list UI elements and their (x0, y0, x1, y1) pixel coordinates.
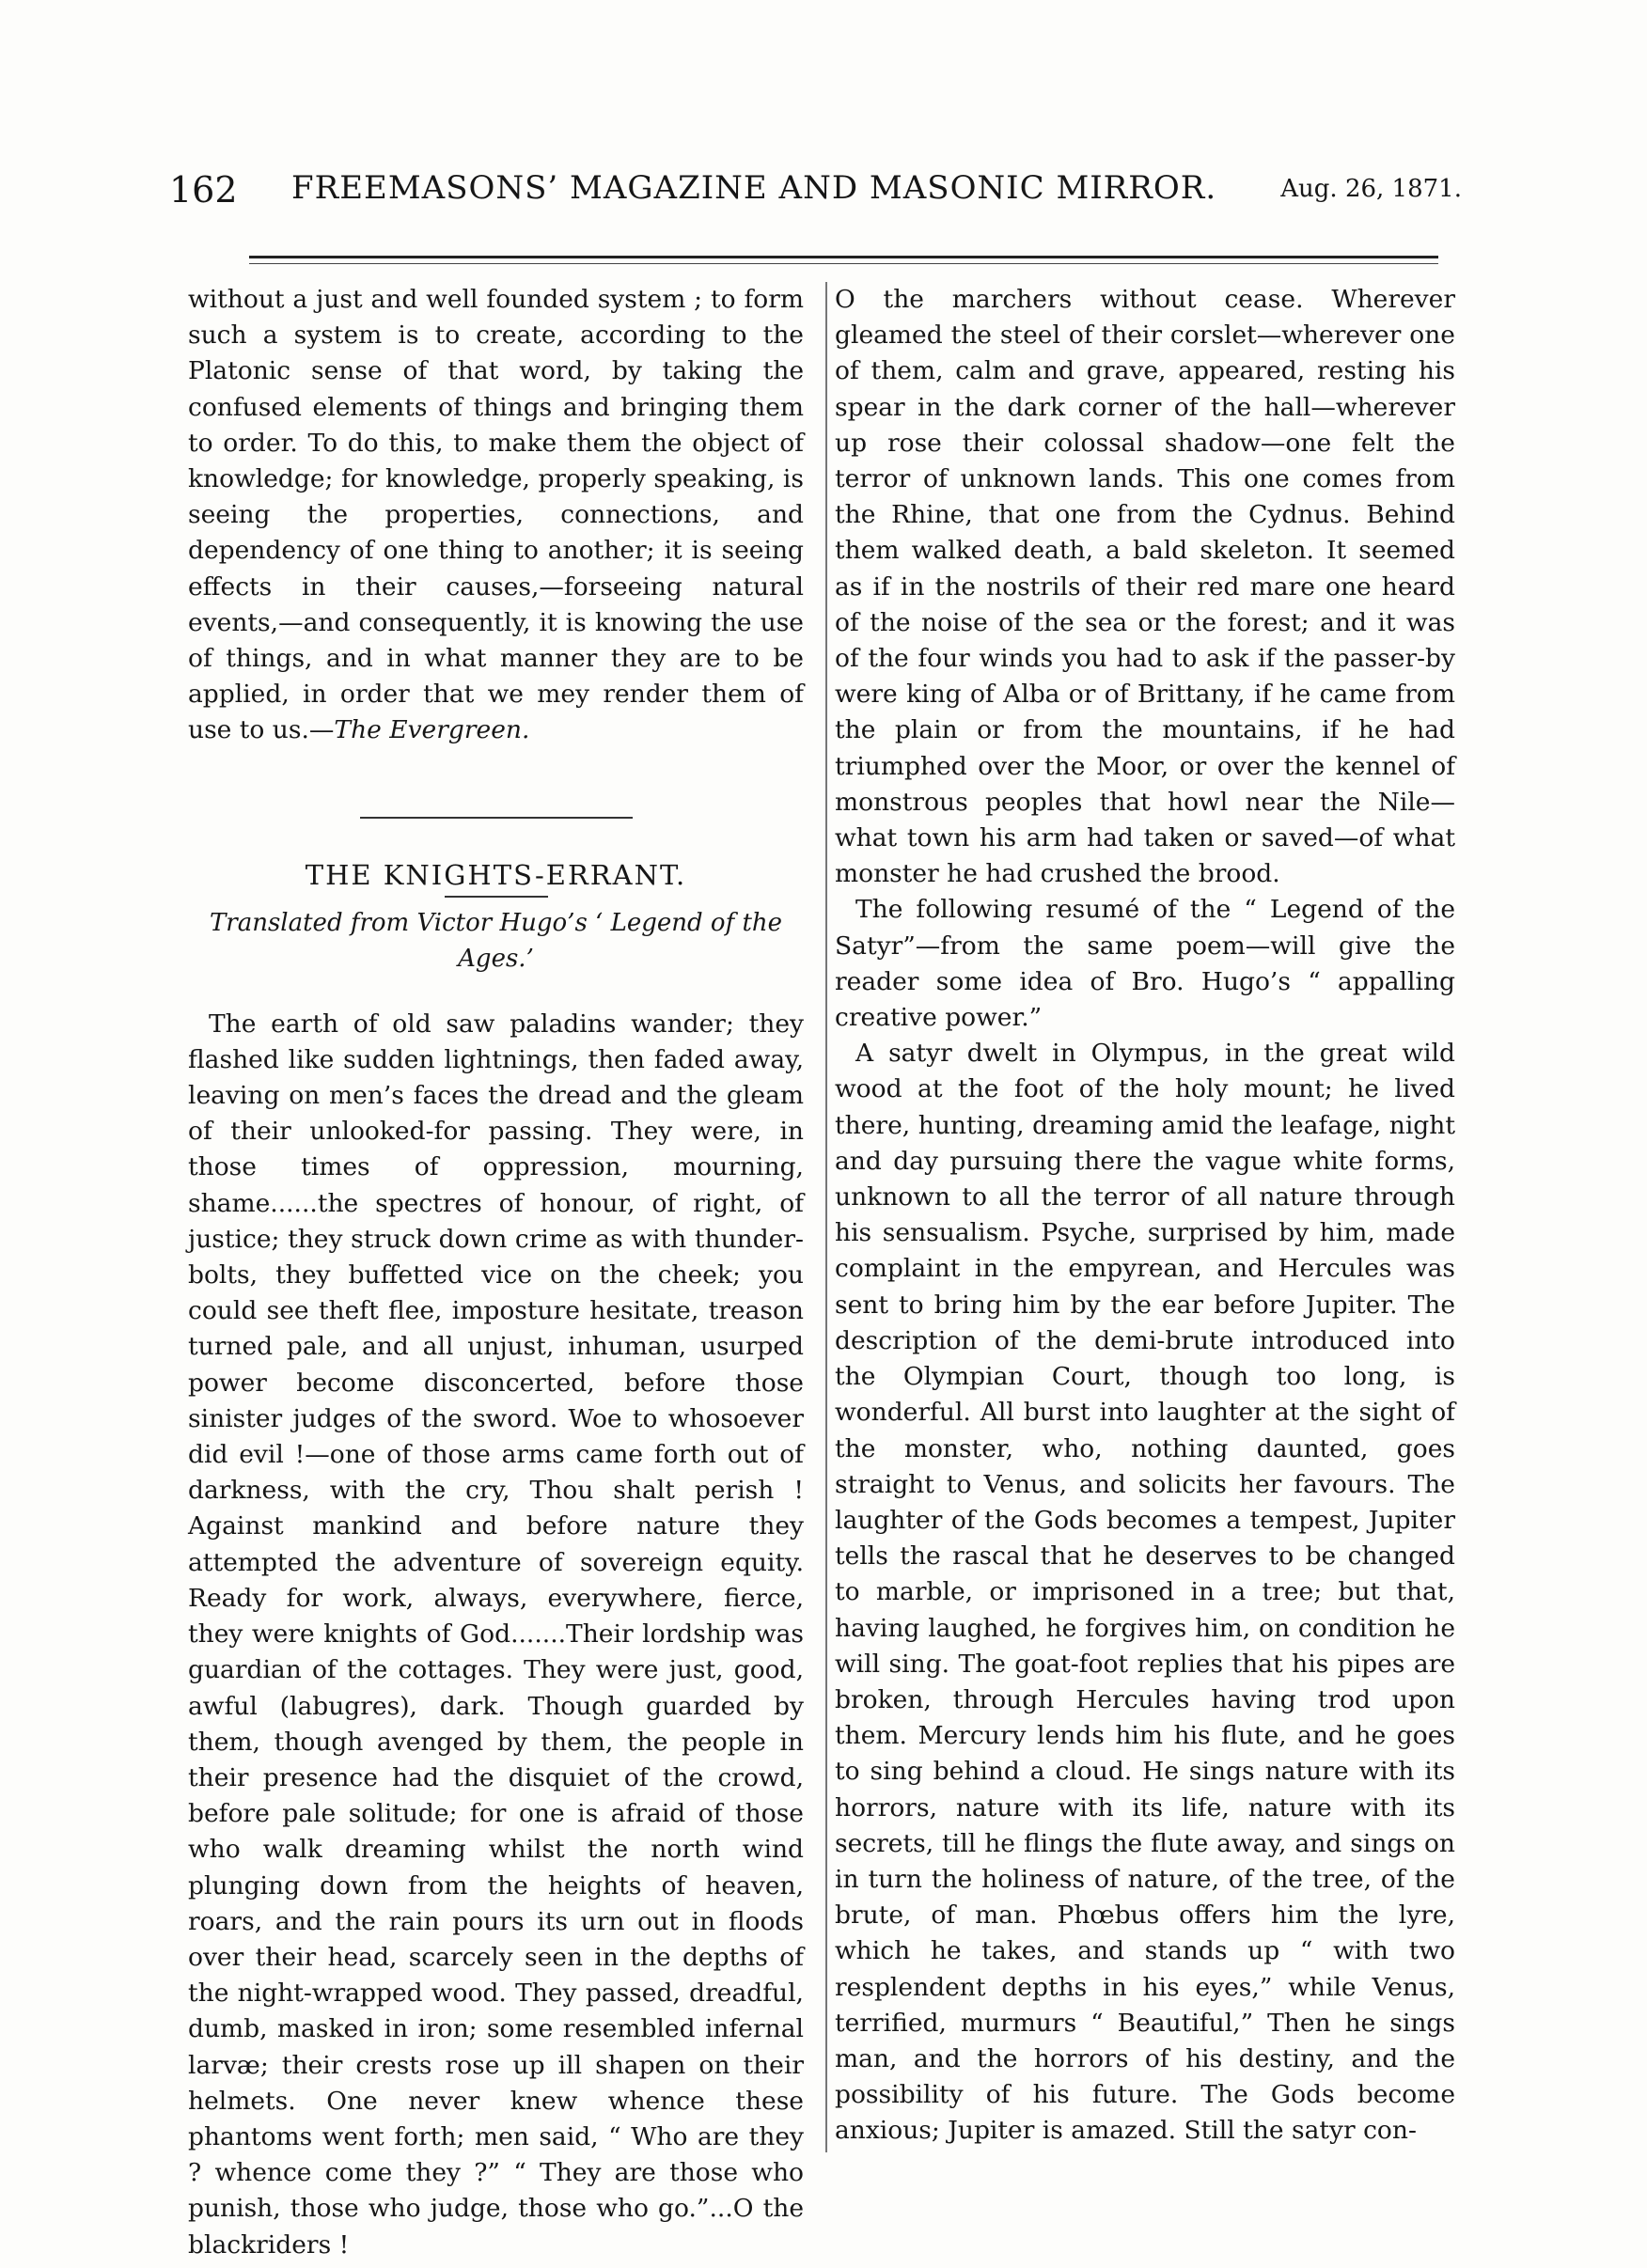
section-divider (360, 817, 633, 819)
continued-paragraph-text: without a just and well founded system ; to form such a system is to create, according to the Platonic sense of that word, by taking the confused elements of things and bringing them to order. To do this, to make them the object of knowledge; for knowledge, properly speaking, is seeing the properties, connections, and dependency of one thing to another; it is seeing effects in their causes,—forseeing natural events,—and consequently, it is knowing the use of things, and in what manner they are to be applied, in order that we mey render them of use to us.— (188, 285, 804, 745)
left-column (188, 282, 804, 2263)
header-rule-thick (249, 256, 1438, 258)
issue-date: Aug. 26, 1871. (1280, 175, 1462, 203)
column-divider (825, 282, 827, 2152)
article-paragraph: The earth of old saw paladins wander; they flashed like sudden lightnings, then faded away, leaving on men’s faces the dread and the gleam of their unlooked-for passing. They were, in those times of oppression, mourning, shame......the spectres of honour, of right, of justice; they struck down crime as with thunder-bolts, they buffetted vice on the cheek; you could see theft flee, imposture hesitate, treason turned pale, and all unjust, inhuman, usurped power become disconcerted, before those sinister judges of the sword. Woe to whosoever did evil !—one of those arms came forth out of darkness, with the cry, Thou shalt perish ! Against mankind and before nature they attempted the adventure of sovereign equity. Ready for work, always, everywhere, fierce, they were knights of God.......Their lordship was guardian of the cottages. They were just, good, awful (labugres), dark. Though guarded by them, though avenged by them, the people in their presence had the disquiet of the crowd, before pale solitude; for one is afraid of those who walk dreaming whilst the north wind plunging down from the heights of heaven, roars, and the rain pours its urn out in floods over their head, scarcely seen in the depths of the night-wrapped wood. They passed, dreadful, dumb, masked in iron; some resembled infernal larvæ; their crests rose up ill shapen on their helmets. One never knew whence these phantoms went forth; men said, “ Who are they ? whence come they ?” “ They are those who punish, those who judge, those who go.”...O the blackriders ! (188, 1009, 804, 2260)
right-paragraph-3: A satyr dwelt in Olympus, in the great wild wood at the foot of the holy mount; he lived there, hunting, dreaming amid the leafage, night and day pursuing there the vague white forms, unknown to all the terror of all nature through his sensualism. Psyche, surprised by him, made complaint in the empyrean, and Hercules was sent to bring him by the ear before Jupiter. The description of the demi-brute introduced into the Olympian Court, though too long, is wonderful. All burst into laughter at the sight of the monster, who, nothing daunted, goes straight to Venus, and solicits her favours. The laughter of the Gods becomes a tempest, Jupiter tells the rascal that he deserves to be changed to marble, or imprisoned in a tree; but that, having laughed, he forgives him, on condition he will sing. The goat-foot replies that his pipes are broken, through Hercules having trod upon them. Mercury lends him his flute, and he goes to sing behind a cloud. He sings nature with its horrors, nature with its life, nature with its secrets, till he flings the flute away, and sings on in turn the holiness of nature, of the tree, of the brute, of man. Phœbus offers him the lyre, which he takes, and stands up “ with two resplendent depths in his eyes,” while Venus, terrified, murmurs “ Beautiful,” Then he sings man, and the horrors of his destiny, and the possibility of his future. The Gods become anxious; Jupiter is amazed. Still the satyr con- (835, 1039, 1455, 2146)
right-paragraph-2: The following resumé of the “ Legend of the Satyr”—from the same poem—will give the reader some idea of Bro. Hugo’s “ appalling creative power.” (835, 895, 1455, 1033)
running-title: FREEMASONS’ MAGAZINE AND MASONIC MIRROR. (291, 169, 1217, 207)
continued-paragraph (188, 282, 804, 749)
source-attribution: The Evergreen. (334, 715, 530, 745)
running-header (169, 169, 1462, 226)
title-underline (445, 896, 548, 898)
right-column (835, 282, 1455, 2150)
page-number: 162 (169, 169, 238, 211)
header-rule-thin (249, 263, 1438, 264)
right-paragraph-1: O the marchers without cease. Wherever gleamed the steel of their corslet—wherever one of them, calm and grave, appeared, resting his spear in the dark corner of the hall—wherever up rose their colossal shadow—one felt the terror of unknown lands. This one comes from the Rhine, that one from the Cydnus. Behind them walked death, a bald skeleton. It seemed as if in the nostrils of their red mare one heard of the noise of the sea or the forest; and it was of the four winds you had to ask if the passer-by were king of Alba or of Brittany, if he came from the plain or from the mountains, if he had triumphed over the Moor, or over the kennel of monstrous peoples that howl near the Nile—what town his arm had taken or saved—of what monster he had crushed the brood. (835, 285, 1455, 889)
article-title: THE KNIGHTS-ERRANT. (305, 858, 687, 891)
article-subtitle: Translated from Victor Hugo’s ‘ Legend of the Ages.’ (209, 908, 783, 973)
